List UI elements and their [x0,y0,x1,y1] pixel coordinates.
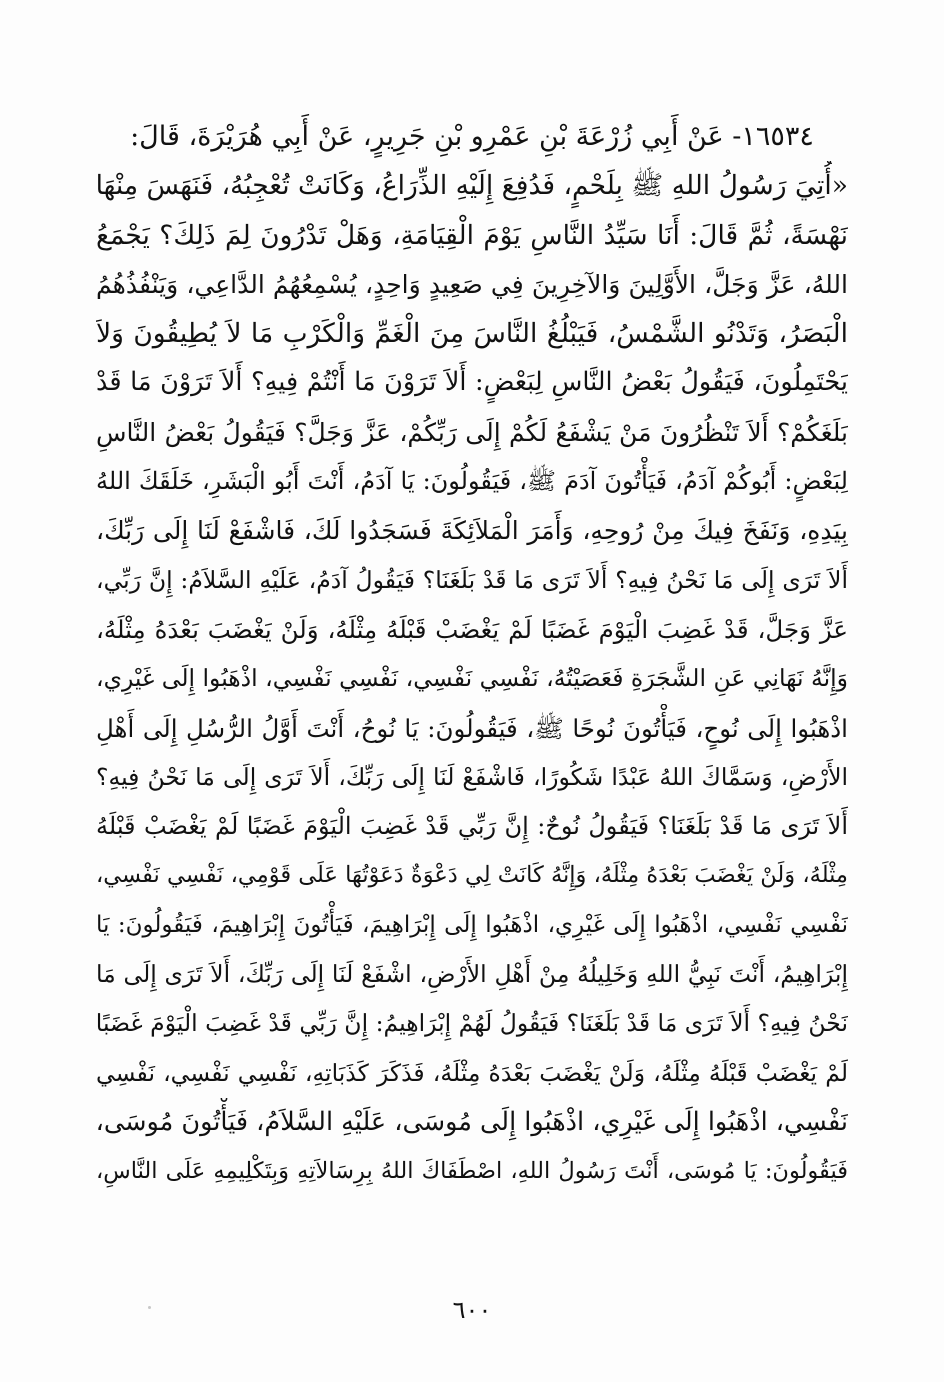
hadith-text-line: مِثْلَهُ، وَلَنْ يَغْضَبَ بَعْدَهُ مِثْلَهُ، وَإِنَّهُ كَانَتْ لِي دَعْوَةٌ دَعَوْتُهَا عَلَى قَوْمِي، نَفْسِي نَفْسِي، [96,862,848,889]
hadith-text-line: بَلَغَكُمْ؟ أَلاَ تَنْظُرُونَ مَنْ يَشْفَعُ لَكُمْ إِلَى رَبِّكُمْ، عَزَّ وَجَلَّ؟ فَيَقُولُ بَعْضُ النَّاسِ [96,417,848,447]
hadith-text-line: «أُتِيَ رَسُولُ اللهِ ﷺ بِلَحْمٍ، فَدُفِعَ إِلَيْهِ الذِّرَاعُ، وَكَانَتْ تُعْجِبُهُ، فَنَهَسَ مِنْهَا [96,170,848,202]
hadith-text-line: فَيَقُولُونَ: يَا مُوسَى، أَنْتَ رَسُولُ اللهِ، اصْطَفَاكَ اللهُ بِرِسَالاَتِهِ وَبِتَكْلِيمِهِ عَلَى النَّاسِ، [96,1158,848,1185]
hadith-text-line: نَهْسَةً، ثُمَّ قَالَ: أَنَا سَيِّدُ النَّاسِ يَوْمَ الْقِيَامَةِ، وَهَلْ تَدْرُونَ لِمَ ذَلِكَ؟ يَجْمَعُ [96,219,848,251]
hadith-text-line: إِبْرَاهِيمُ، أَنْتَ نَبِيُّ اللهِ وَخَلِيلُهُ مِنْ أَهْلِ الأَرْضِ، اشْفَعْ لَنَا إِلَى رَبِّكَ، أَلاَ تَرَى إِلَى مَا [96,960,848,989]
hadith-text-line: وَإِنَّهُ نَهَانِي عَنِ الشَّجَرَةِ فَعَصَيْتُهُ، نَفْسِي نَفْسِي، نَفْسِي نَفْسِي، اذْهَبُوا إِلَى غَيْرِي، [96,664,848,693]
page-number: ٦٠٠ [452,1296,492,1324]
hadith-text-line: أَلاَ تَرَى مَا قَدْ بَلَغَنَا؟ فَيَقُولُ نُوحٌ: إِنَّ رَبِّي قَدْ غَضِبَ الْيَوْمَ غَضَبًا لَمْ يَغْضَبْ قَبْلَهُ [96,812,848,841]
hadith-text-line: بِيَدِهِ، وَنَفَخَ فِيكَ مِنْ رُوحِهِ، وَأَمَرَ الْمَلاَئِكَةَ فَسَجَدُوا لَكَ، فَاشْفَعْ لَنَا إِلَى رَبِّكَ، [96,516,848,546]
hadith-text-line: لِبَعْضٍ: أَبُوكُمْ آدَمُ، فَيَأْتُونَ آدَمَ ﷺ، فَيَقُولُونَ: يَا آدَمُ، أَنْتَ أَبُو الْبَشَرِ، خَلَقَكَ اللهُ [96,467,848,496]
hadith-text-line: الأَرْضِ، وَسَمَّاكَ اللهُ عَبْدًا شَكُورًا، فَاشْفَعْ لَنَا إِلَى رَبِّكَ، أَلاَ تَرَى إِلَى مَا نَحْنُ فِيهِ؟ [96,762,848,791]
hadith-text-line: يَحْتَمِلُونَ، فَيَقُولُ بَعْضُ النَّاسِ لِبَعْضٍ: أَلاَ تَرَوْنَ مَا أَنْتُمْ فِيهِ؟ أَلاَ تَرَوْنَ مَا قَدْ [96,367,848,398]
hadith-text-line: لَمْ يَغْضَبْ قَبْلَهُ مِثْلَهُ، وَلَنْ يَغْضَبَ بَعْدَهُ مِثْلَهُ، فَذَكَرَ كَذَبَاتِهِ، نَفْسِي نَفْسِي، نَفْسِي [96,1058,848,1087]
hadith-isnad-line: ١٦٥٣٤- عَنْ أَبِي زُرْعَةَ بْنِ عَمْرِو بْنِ جَرِيرٍ، عَنْ أَبِي هُرَيْرَةَ، قَالَ: [130,121,814,152]
scan-speck [148,1306,151,1309]
hadith-text-line: نَفْسِي نَفْسِي، اذْهَبُوا إِلَى غَيْرِي، اذْهَبُوا إِلَى إِبْرَاهِيمَ، فَيَأْتُونَ إِبْرَاهِيمَ، فَيَقُولُونَ: يَا [96,911,848,938]
hadith-text [96,112,848,1197]
hadith-text-line: نَفْسِي، اذْهَبُوا إِلَى غَيْرِي، اذْهَبُوا إِلَى مُوسَى، عَلَيْهِ السَّلاَمُ، فَيَأْتُونَ مُوسَى، [96,1106,848,1137]
hadith-text-line: نَحْنُ فِيهِ؟ أَلاَ تَرَى مَا قَدْ بَلَغَنَا؟ فَيَقُولُ لَهُمْ إِبْرَاهِيمُ: إِنَّ رَبِّي قَدْ غَضِبَ الْيَوْمَ غَضَبًا [96,1009,848,1038]
hadith-text-line: اذْهَبُوا إِلَى نُوحٍ، فَيَأْتُونَ نُوحًا ﷺ، فَيَقُولُونَ: يَا نُوحُ، أَنْتَ أَوَّلُ الرُّسُلِ إِلَى أَهْلِ [96,713,848,743]
hadith-text-line: اللهُ، عَزَّ وَجَلَّ، الأَوَّلِينَ وَالآخِرِينَ فِي صَعِيدٍ وَاحِدٍ، يُسْمِعُهُمُ الدَّاعِي، وَيَنْفُذُهُمُ [96,269,848,299]
hadith-text-line: أَلاَ تَرَى إِلَى مَا نَحْنُ فِيهِ؟ أَلاَ تَرَى مَا قَدْ بَلَغَنَا؟ فَيَقُولُ آدَمُ، عَلَيْهِ السَّلاَمُ: إِنَّ رَبِّي، [96,565,848,594]
hadith-text-line: الْبَصَرُ، وَتَدْنُو الشَّمْسُ، فَيَبْلُغُ النَّاسَ مِنَ الْغَمِّ وَالْكَرْبِ مَا لاَ يُطِيقُونَ وَلاَ [96,318,848,350]
hadith-text-line: عَزَّ وَجَلَّ، قَدْ غَضِبَ الْيَوْمَ غَضَبًا لَمْ يَغْضَبْ قَبْلَهُ مِثْلَهُ، وَلَنْ يَغْضَبَ بَعْدَهُ مِثْلَهُ، [96,614,848,644]
